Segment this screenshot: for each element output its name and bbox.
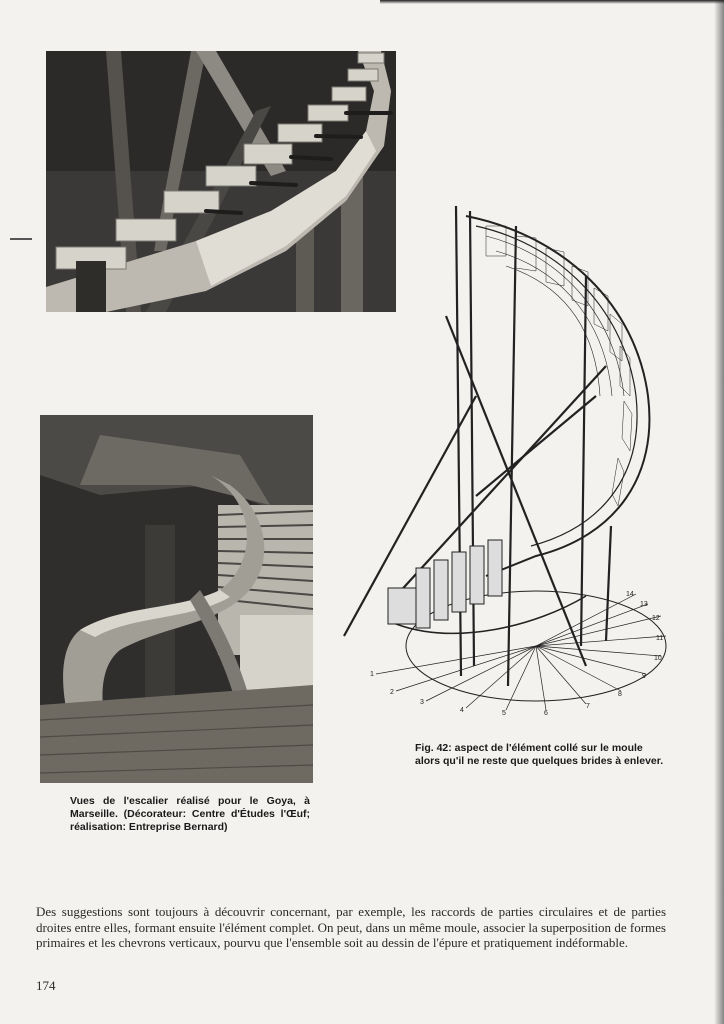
scale-number-13: 13 bbox=[640, 601, 648, 608]
scale-number-14: 14 bbox=[626, 591, 634, 598]
figure-42-caption: Fig. 42: aspect de l'élément collé sur le moule alors qu'il ne reste que quelques brides à enlever. bbox=[415, 742, 664, 767]
scale-number-10: 10 bbox=[654, 655, 662, 662]
scale-number-8: 8 bbox=[618, 691, 622, 698]
scan-edge-shadow bbox=[380, 0, 724, 4]
scale-number-12: 12 bbox=[652, 615, 660, 622]
scale-number-3: 3 bbox=[420, 699, 424, 706]
scale-number-7: 7 bbox=[586, 703, 590, 710]
finished-staircase-photo bbox=[40, 415, 313, 783]
scale-number-6: 6 bbox=[544, 710, 548, 716]
body-paragraph: Des suggestions sont toujours à découvrir concernant, par exemple, les raccords de parties circulaires et de parties droites entre elles, formant ensuite l'élément complet. On peut, dans un même moule, associer la superposition de formes primaires et les chevrons verticaux, pourvu que l'ensemble soit au dessin de l'épure et pratiquement indéformable. bbox=[36, 904, 666, 950]
scale-number-4: 4 bbox=[460, 707, 464, 714]
margin-mark bbox=[10, 238, 32, 240]
figure-42-mould-drawing bbox=[336, 196, 672, 716]
scale-number-11: 11 bbox=[656, 635, 664, 642]
scale-number-1: 1 bbox=[370, 671, 374, 678]
page-number: 174 bbox=[36, 978, 56, 993]
scale-number-5: 5 bbox=[502, 710, 506, 716]
scale-number-9: 9 bbox=[642, 673, 646, 680]
page-gutter-shadow bbox=[714, 0, 724, 1024]
photos-caption: Vues de l'escalier réalisé pour le Goya, à Marseille. (Décorateur: Centre d'Études l'Œuf; réalisation: Entreprise Bernard) bbox=[70, 795, 310, 833]
scale-number-2: 2 bbox=[390, 689, 394, 696]
